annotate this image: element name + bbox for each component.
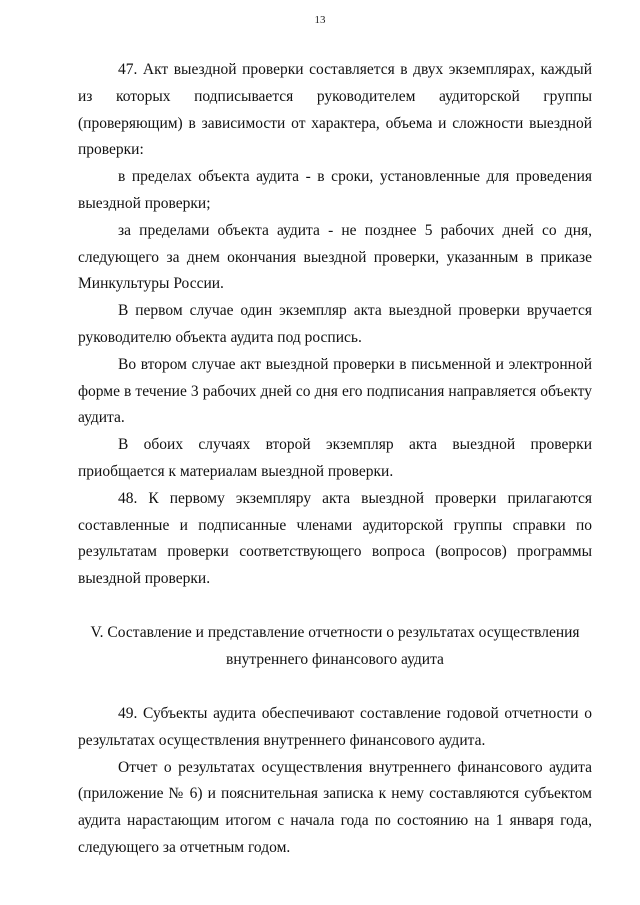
paragraph-both-cases: В обоих случаях второй экземпляр акта выездной проверки приобщается к материалам выездной проверки. [78, 436, 592, 480]
section-heading [78, 619, 592, 673]
section-heading-line2: внутреннего финансового аудита [226, 650, 444, 668]
paragraph-48: 48. К первому экземпляру акта выездной проверки прилагаются составленные и подписанные членами аудиторской группы справки по результатам проверки соответствующего вопроса (вопросов) программы выездной проверки. [78, 489, 592, 588]
paragraph-second-case: Во втором случае акт выездной проверки в письменной и электронной форме в течение 3 рабочих дней со дня его подписания направляется объекту аудита. [78, 355, 592, 427]
paragraph-within-object: в пределах объекта аудита - в сроки, установленные для проведения выездной проверки; [78, 168, 592, 212]
paragraph-49: 49. Субъекты аудита обеспечивают составление годовой отчетности о результатах осуществления внутреннего финансового аудита. [78, 704, 592, 749]
paragraph-report: Отчет о результатах осуществления внутреннего финансового аудита (приложение № 6) и пояснительная записка к нему составляются субъектом аудита нарастающим итогом с начала года по состоянию на 1 января года, следующего за отчетным годом. [78, 758, 592, 856]
paragraph-47: 47. Акт выездной проверки составляется в двух экземплярах, каждый из которых подписывается руководителем аудиторской группы (проверяющим) в зависимости от характера, объема и сложности выездной проверки: [78, 61, 592, 159]
paragraph-outside-object: за пределами объекта аудита - не позднее 5 рабочих дней со дня, следующего за днем окончания выездной проверки, указанным в приказе Минкультуры России. [78, 221, 592, 293]
page-number: 13 [314, 14, 326, 26]
section-heading-line1: V. Составление и представление отчетности о результатах осуществления [90, 623, 580, 641]
document-body [78, 57, 592, 862]
paragraph-first-case: В первом случае один экземпляр акта выездной проверки вручается руководителю объекта аудита под роспись. [78, 302, 592, 346]
